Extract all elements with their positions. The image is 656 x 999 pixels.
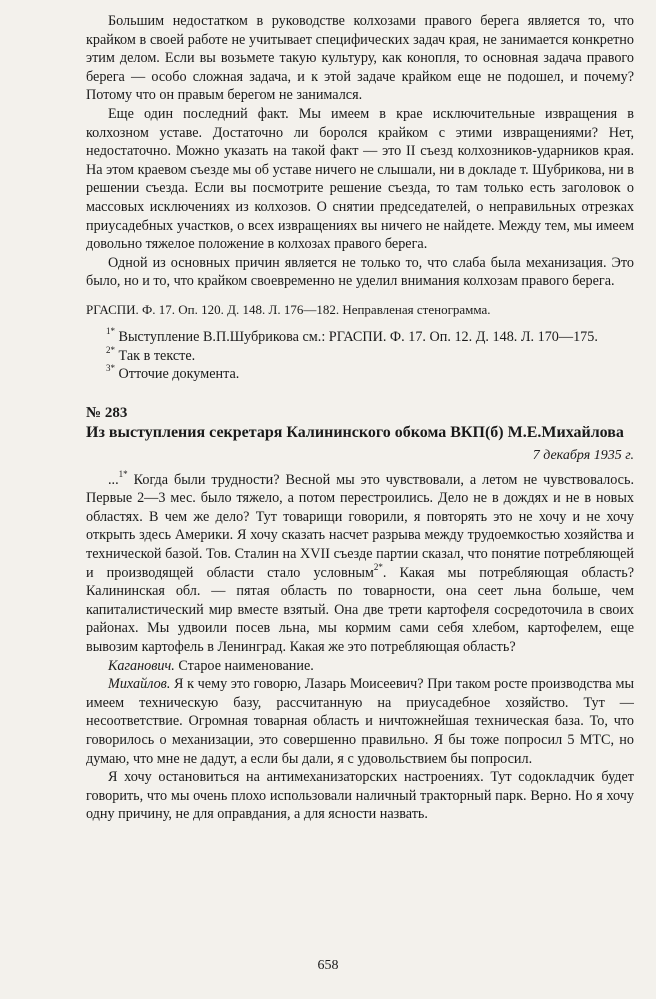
footnote-text: Выступление В.П.Шубрикова см.: РГАСПИ. Ф. 17. Оп. 12. Д. 148. Л. 170—175. — [118, 328, 598, 345]
document-number: № 283 — [86, 404, 128, 421]
ellipsis: ... — [108, 471, 119, 488]
speaker-name: Михайлов. — [108, 676, 171, 693]
footnote-mark: 3* — [106, 363, 115, 374]
document-page — [86, 12, 634, 824]
footnotes — [106, 328, 634, 384]
footnote-text: Так в тексте. — [118, 347, 196, 364]
paragraph: Я хочу остановиться на антимеханизаторских настроениях. Тут содокладчик будет говорить, что мы очень плохо использовали наличный тракторный парк. Верно. Но я хочу одну причину, не для оправдания, а для ясности назвать. — [86, 769, 634, 823]
page-number: 658 — [317, 958, 339, 973]
footnote — [106, 328, 634, 347]
document-date: 7 декабря 1935 г. — [532, 447, 634, 463]
footnote — [106, 344, 634, 366]
paragraph-text: . Какая мы потребляющая область? Калининская обл. — пятая область по товарности, она сеет льна больше, чем капиталистический мир вместе взятый. Она две трети картофеля сосредоточила в своих районах. Мы удвоили посев льна, мы кормим сами себя хлебом, картофелем, еще вывозим картофель в Ленинград. Какая же это потребляющая область? — [86, 564, 634, 656]
paragraph-text: Когда были трудности? Весной мы это чувствовали, а летом не чувствовалось. Первые 2—3 мес. было тяжело, а потом перестроились. Дело не в дождях и не в новых областях. В чем же дело? Тут товарищи говорили, я повторять это не хочу и не хочу открыть здесь Америки. Я хочу сказать насчет разрыва между трудоемкостью хозяйства и технической базой. Тов. Сталин на XVII съезде партии сказал, что понятие потребляющей и производящей области стало условным — [86, 471, 634, 581]
footnote-mark: 1* — [106, 326, 115, 337]
paragraph: Еще один последний факт. Мы имеем в крае исключительные извращения в колхозном уставе. Достаточно ли боролся крайком с этими извращениями? Нет, недостаточно. Можно указать на такой факт — это II съезд колхозников-ударников края. На этом краевом съезде мы об уставе ничего не слышали, ни в докладе т. Шубрикова, ни в решении съезда. Если вы посмотрите решение съезда, то там только есть заголовок о массовых исключениях из колхозов. О снятии председателей, о неправильных отрезках приусадебных участков, о всех извращениях вы ничего не найдете. Между тем, мы имеем довольно тяжелое положение в колхозах правого берега. — [86, 105, 634, 253]
paragraph: Одной из основных причин является не только то, что слаба была механизация. Это было, но и то, что крайком своевременно не уделил внимания колхозам правого берега. — [86, 254, 634, 290]
speech-text — [86, 468, 634, 824]
footnote-text: Отточие документа. — [118, 366, 240, 383]
paragraph-text: Я к чему это говорю, Лазарь Моисеевич? При таком росте производства мы имеем техническую базу, рассчитанную на приусадебное хозяйство. Тут — несоответствие. Огромная товарная область и ничтожнейшая техническая база. То, что говорилось о механизации, это совершенно правильно. Я бы тоже попросил 5 МТС, но думаю, что мне не дадут, а если бы дали, я с удовольствием бы попросил. — [86, 676, 634, 767]
paragraph-text: Старое наименование. — [174, 657, 314, 674]
paragraph: Большим недостатком в руководстве колхозами правого берега является то, что крайком в своей работе не учитывает специфических задач края, не занимается конкретно этим делом. Если вы возьмете такую культуру, как конопля, то основная задача правого берега — особо сложная задача, и к этой задаче крайком еще не подошел, и почему? Потому что он правым берегом не занимался. — [86, 13, 634, 104]
footnote-mark: 2* — [373, 561, 383, 572]
footnote — [106, 365, 634, 384]
footnote-mark: 1* — [118, 468, 128, 479]
footnote-mark: 2* — [106, 344, 115, 355]
paragraph — [86, 468, 634, 657]
paragraph — [86, 675, 634, 768]
top-text-block — [86, 12, 634, 291]
speaker-name: Каганович. — [108, 657, 175, 674]
document-title: Из выступления секретаря Калининского обкома ВКП(б) М.Е.Михайлова — [86, 423, 624, 441]
paragraph — [86, 657, 634, 676]
archive-source: РГАСПИ. Ф. 17. Оп. 120. Д. 148. Л. 176—182. Неправленая стенограмма. — [86, 301, 491, 317]
